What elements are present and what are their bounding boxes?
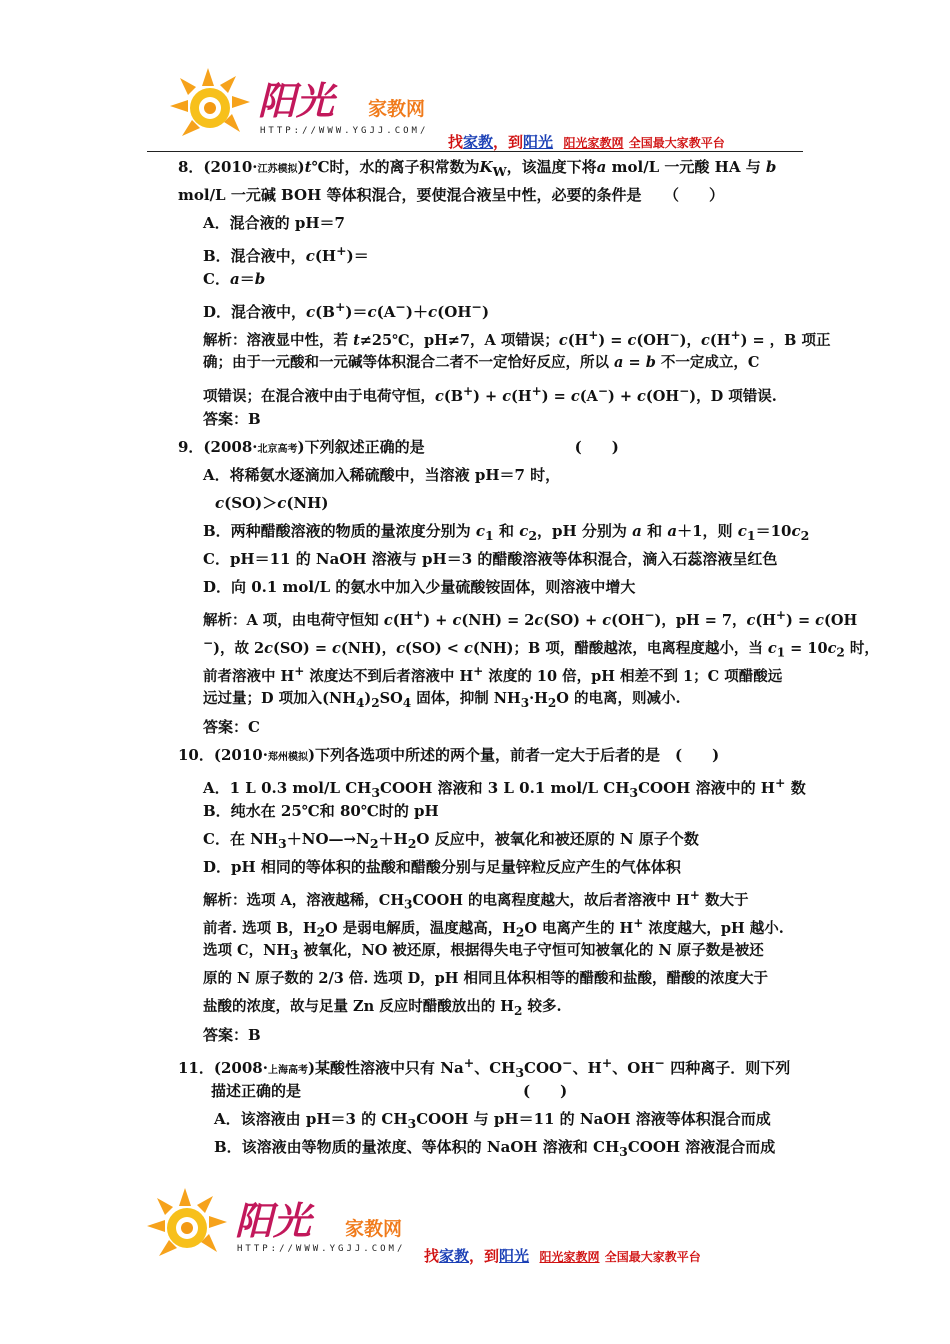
brand-name: 阳光	[235, 1198, 312, 1243]
q10-explanation-line2: 前者. 选项 B，$H_2O$ 是弱电解质，温度越高，$H_2O$ 电离产生的 H+ 浓度越大，pH 越小.	[203, 916, 784, 940]
q10-explanation-line1: 解析：选项 A，溶液越稀，$CH_3COOH$ 的电离程度越大，故后者溶液中 H+ 数大于	[203, 888, 749, 912]
sun-logo-icon	[168, 66, 252, 146]
q10-option-d: D．pH 相同的等体积的盐酸和醋酸分别与足量锌粒反应产生的气体体积	[203, 858, 681, 876]
q9-explanation-line1: 解析：A 项，由电荷守恒知 c(H+) + c(NH) = 2c(SO) + c(OH−)，pH = 7，c(H+) = c(OH	[203, 608, 858, 629]
slogan-site-link[interactable]: 阳光家教网	[563, 136, 624, 150]
q8-explanation-line3: 项错误；在混合液中由于电荷守恒，c(B+) + c(H+) = c(A−) + c(OH−)，D 项错误.	[203, 384, 777, 405]
q9-option-a-line2: c(SO)＞c(NH)	[215, 494, 329, 512]
q9-explanation-line3: 前者溶液中 H+ 浓度达不到后者溶液中 H+ 浓度的 10 倍，pH 相差不到 1；C 项醋酸远	[203, 664, 783, 685]
q10-stem: 10．(2010·郑州模拟)下列各选项中所述的两个量，前者一定大于后者的是 ( )	[178, 746, 720, 764]
footer-slogan: 找家教，到阳光 阳光家教网 全国最大家教平台	[424, 1247, 701, 1265]
q9-explanation-line4: 远过量；D 项加入$(NH_4)_2SO_4$ 固体，抑制 $NH_3\cdot H_2O$ 的电离，则减小.	[203, 690, 681, 710]
q9-option-d: D．向 0.1 mol/L 的氨水中加入少量硫酸铵固体，则溶液中增大	[203, 578, 636, 596]
q10-option-a: A．1 L 0.3 mol/L $CH_3COOH$ 溶液和 3 L 0.1 mol/L $CH_3COOH$ 溶液中的 H+ 数	[203, 775, 806, 800]
q11-option-a: A．该溶液由 pH＝3 的 $CH_3COOH$ 与 pH＝11 的 NaOH 溶液等体积混合而成	[214, 1110, 771, 1131]
header-slogan: 找家教，到阳光 阳光家教网 全国最大家教平台	[448, 133, 725, 151]
q10-explanation-line3: 选项 C，$NH_3$ 被氧化，NO 被还原，根据得失电子守恒可知被氧化的 N 原子数是被还	[203, 942, 764, 962]
q8-explanation-line1: 解析：溶液显中性，若 t≠25℃，pH≠7，A 项错误；c(H+) = c(OH−)，c(H+) = ，B 项正	[203, 328, 831, 349]
q9-option-b: B．两种醋酸溶液的物质的量浓度分别为 $c_1$ 和 $c_2$，pH 分别为 a 和 a＋1，则 $c_1=10c_2$	[203, 522, 810, 543]
q8-option-c: C．a＝b	[203, 270, 266, 288]
q11-stem-line1: 11．(2008·上海高考)某酸性溶液中只有 Na+、$CH_3COO^-$、H+、OH− 四种离子．则下列	[178, 1055, 791, 1080]
slogan-link-yangguang[interactable]: 阳光	[499, 1247, 530, 1265]
q11-option-b: B．该溶液由等物质的量浓度、等体积的 NaOH 溶液和 $CH_3COOH$ 溶液混合而成	[214, 1138, 776, 1159]
site-url[interactable]: HTTP://WWW.YGJJ.COM/	[237, 1244, 406, 1254]
q10-answer: 答案：B	[203, 1026, 261, 1044]
slogan-link-tutor[interactable]: 家教	[463, 133, 494, 151]
brand-name: 阳光	[258, 78, 335, 123]
slogan-link-yangguang[interactable]: 阳光	[523, 133, 554, 151]
q10-option-c: C．在 $NH_3+NO—\to N_2+H_2O$ 反应中，被氧化和被还原的 N 原子个数	[203, 830, 699, 851]
slogan-site-link[interactable]: 阳光家教网	[539, 1250, 600, 1264]
brand-subtitle: 家教网	[345, 1218, 403, 1240]
site-url[interactable]: HTTP://WWW.YGJJ.COM/	[260, 126, 429, 136]
header-logo[interactable]	[168, 66, 458, 146]
slogan-link-tutor[interactable]: 家教	[439, 1247, 470, 1265]
q10-explanation-line4: 原的 N 原子数的 2/3 倍. 选项 D，pH 相同且体积相等的醋酸和盐酸，醋酸的浓度大于	[203, 970, 769, 987]
q8-answer: 答案：B	[203, 410, 261, 428]
q9-answer: 答案：C	[203, 718, 260, 736]
sun-logo-icon	[145, 1186, 229, 1266]
q8-explanation-line2: 确；由于一元酸和一元碱等体积混合二者不一定恰好反应，所以 a = b 不一定成立，C	[203, 354, 760, 371]
q8-option-d: D．混合液中，c(B+)＝c(A−)＋c(OH−)	[203, 299, 490, 321]
q10-explanation-line5: 盐酸的浓度，故与足量 Zn 反应时醋酸放出的 $H_2$ 较多.	[203, 998, 562, 1018]
q8-stem-line2: mol/L 一元碱 BOH 等体积混合，要使混合液呈中性，必要的条件是 （ ）	[178, 186, 724, 204]
q11-stem-line2: 描述正确的是 ( )	[211, 1082, 568, 1100]
q9-stem: 9．(2008·北京高考)下列叙述正确的是 ( )	[178, 438, 619, 456]
q9-option-a-line1: A．将稀氨水逐滴加入稀硫酸中，当溶液 pH＝7 时，	[203, 466, 561, 484]
q9-explanation-line2: −)，故 2c(SO) = c(NH)，c(SO) < c(NH)；B 项，醋酸越浓，电离程度越小，当 $c_1 = 10c_2$ 时，	[203, 636, 879, 660]
q10-option-b: B．纯水在 25℃和 80℃时的 pH	[203, 802, 439, 820]
header-rule	[147, 151, 803, 152]
q9-option-c: C．pH＝11 的 NaOH 溶液与 pH＝3 的醋酸溶液等体积混合，滴入石蕊溶液呈红色	[203, 550, 778, 568]
q8-option-b: B．混合液中，c(H+)＝	[203, 243, 369, 265]
q8-option-a: A．混合液的 pH＝7	[203, 214, 345, 232]
footer-logo[interactable]	[145, 1186, 435, 1266]
q8-stem-line1: 8．(2010·江苏模拟)t℃时，水的离子积常数为$K_W$，该温度下将a mol/L 一元酸 HA 与 b	[178, 158, 777, 179]
brand-subtitle: 家教网	[368, 98, 426, 120]
document-body	[178, 153, 879, 1161]
